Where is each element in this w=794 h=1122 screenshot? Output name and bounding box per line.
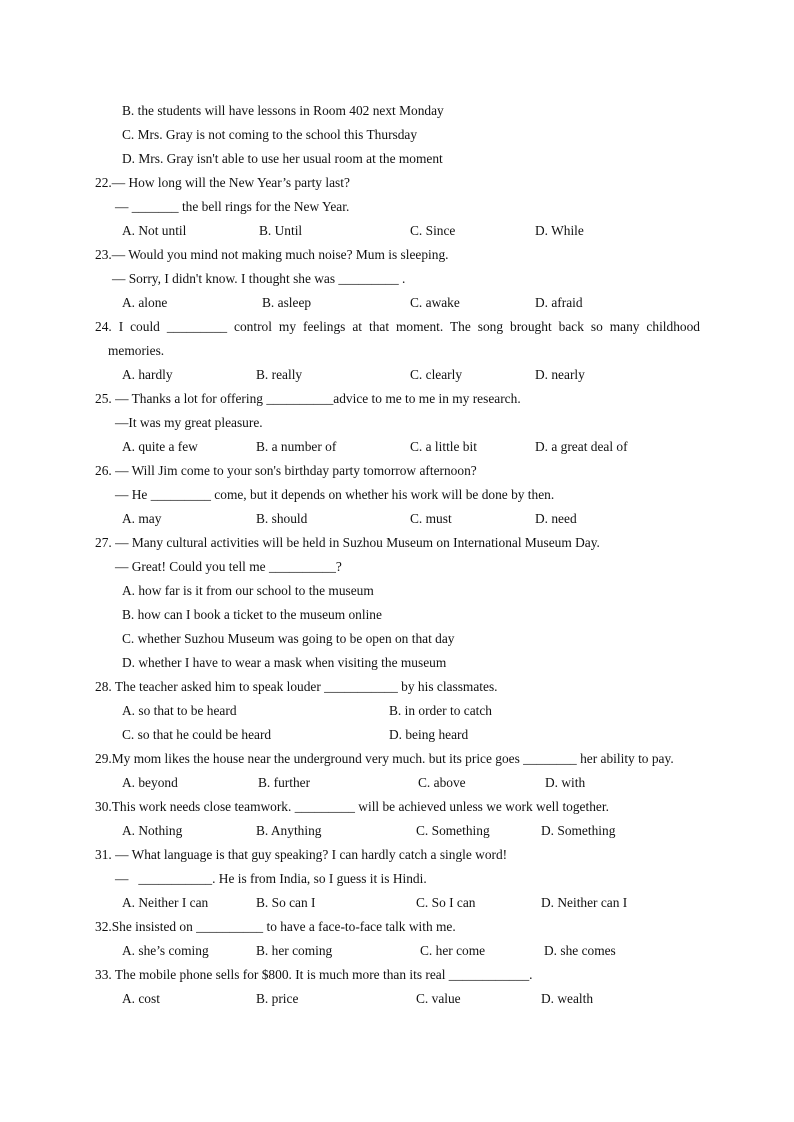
q22-option-a: A. Not until xyxy=(122,223,187,238)
q24-option-d: D. nearly xyxy=(535,367,585,382)
q27-stem: 27. — Many cultural activities will be held in Suzhou Museum on International Museum Day. xyxy=(95,535,600,550)
q26-stem: 26. — Will Jim come to your son's birthday party tomorrow afternoon? xyxy=(95,463,477,478)
q32-option-c: C. her come xyxy=(420,943,486,958)
q28-option-c: C. so that he could be heard xyxy=(122,727,272,742)
q29-option-d: D. with xyxy=(545,775,586,790)
q23-option-b: B. asleep xyxy=(262,295,312,310)
q25-option-a: A. quite a few xyxy=(122,439,198,454)
q24-stem: 24. I could _________ control my feelings at that moment. The song brought back so many childhood xyxy=(95,319,700,334)
q29-option-a: A. beyond xyxy=(122,775,178,790)
prev-option-d: D. Mrs. Gray isn't able to use her usual room at the moment xyxy=(122,151,443,166)
q22-option-c: C. Since xyxy=(410,223,456,238)
q33-option-b: B. price xyxy=(256,991,299,1006)
q27-option-d: D. whether I have to wear a mask when visiting the museum xyxy=(122,655,447,670)
q28-option-b: B. in order to catch xyxy=(389,703,492,718)
q29-stem: 29.My mom likes the house near the underground very much. but its price goes ________ her ability to pay. xyxy=(95,751,674,766)
q27-option-a: A. how far is it from our school to the museum xyxy=(122,583,374,598)
q26-option-a: A. may xyxy=(122,511,162,526)
q28-option-a: A. so that to be heard xyxy=(122,703,237,718)
q31-option-d: D. Neither can I xyxy=(541,895,628,910)
q22-option-d: D. While xyxy=(535,223,584,238)
q23-option-a: A. alone xyxy=(122,295,168,310)
q33-stem: 33. The mobile phone sells for $800. It is much more than its real ____________. xyxy=(95,967,533,982)
q28-stem: 28. The teacher asked him to speak louder ___________ by his classmates. xyxy=(95,679,498,694)
q23-stem: 23.— Would you mind not making much noise? Mum is sleeping. xyxy=(95,247,449,262)
q30-option-a: A. Nothing xyxy=(122,823,183,838)
q27-option-b: B. how can I book a ticket to the museum online xyxy=(122,607,382,622)
q30-stem: 30.This work needs close teamwork. _________ will be achieved unless we work well together. xyxy=(95,799,609,814)
q24-option-b: B. really xyxy=(256,367,303,382)
q25-option-d: D. a great deal of xyxy=(535,439,628,454)
q26-option-b: B. should xyxy=(256,511,308,526)
q24-option-a: A. hardly xyxy=(122,367,173,382)
q24-option-c: C. clearly xyxy=(410,367,463,382)
q31-option-b: B. So can I xyxy=(256,895,316,910)
q24-stem-cont: memories. xyxy=(108,343,165,358)
q25-option-c: C. a little bit xyxy=(410,439,477,454)
q25-stem: 25. — Thanks a lot for offering __________advice to me to me in my research. xyxy=(95,391,521,406)
q30-option-d: D. Something xyxy=(541,823,616,838)
q30-option-b: B. Anything xyxy=(256,823,322,838)
q25-reply: —It was my great pleasure. xyxy=(115,415,263,430)
q33-option-a: A. cost xyxy=(122,991,160,1006)
q30-option-c: C. Something xyxy=(416,823,490,838)
q25-option-b: B. a number of xyxy=(256,439,337,454)
q29-option-c: C. above xyxy=(418,775,466,790)
q26-option-d: D. need xyxy=(535,511,577,526)
q32-option-d: D. she comes xyxy=(544,943,616,958)
q23-option-d: D. afraid xyxy=(535,295,583,310)
q22-option-b: B. Until xyxy=(259,223,303,238)
q27-option-c: C. whether Suzhou Museum was going to be open on that day xyxy=(122,631,455,646)
q26-reply: — He _________ come, but it depends on whether his work will be done by then. xyxy=(115,487,555,502)
q31-stem: 31. — What language is that guy speaking? I can hardly catch a single word! xyxy=(95,847,508,862)
prev-option-b: B. the students will have lessons in Room 402 next Monday xyxy=(122,103,444,118)
q31-option-a: A. Neither I can xyxy=(122,895,209,910)
q29-option-b: B. further xyxy=(258,775,311,790)
q33-option-c: C. value xyxy=(416,991,461,1006)
q22-reply: — _______ the bell rings for the New Year. xyxy=(115,199,350,214)
q33-option-d: D. wealth xyxy=(541,991,594,1006)
q32-stem: 32.She insisted on __________ to have a face-to-face talk with me. xyxy=(95,919,456,934)
q23-reply: — Sorry, I didn't know. I thought she was _________ . xyxy=(112,271,406,286)
prev-option-c: C. Mrs. Gray is not coming to the school this Thursday xyxy=(122,127,418,142)
q23-option-c: C. awake xyxy=(410,295,460,310)
q22-stem: 22.— How long will the New Year’s party last? xyxy=(95,175,350,190)
q28-option-d: D. being heard xyxy=(389,727,469,742)
q32-option-b: B. her coming xyxy=(256,943,333,958)
q27-reply: — Great! Could you tell me __________? xyxy=(115,559,342,574)
q31-option-c: C. So I can xyxy=(416,895,476,910)
q26-option-c: C. must xyxy=(410,511,452,526)
q31-reply: — ___________. He is from India, so I guess it is Hindi. xyxy=(115,871,427,886)
q32-option-a: A. she’s coming xyxy=(122,943,209,958)
